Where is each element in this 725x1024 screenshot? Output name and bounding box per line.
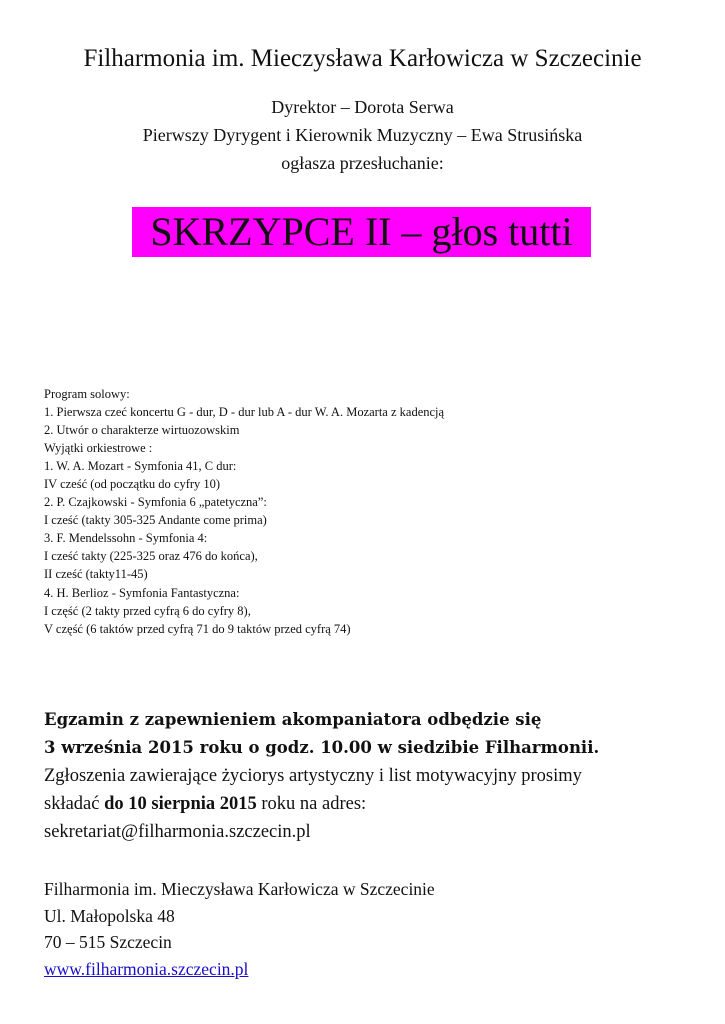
- program-line: II cześć (takty11-45): [44, 567, 148, 582]
- exam-line-4: [44, 790, 704, 818]
- program-line: Wyjątki orkiestrowe :: [44, 441, 153, 456]
- exam-line-1: Egzamin z zapewnieniem akompaniatora odbędzie się: [44, 710, 542, 729]
- exam-line-3: Zgłoszenia zawierające życiorys artystyczny i list motywacyjny prosimy: [44, 766, 582, 786]
- program-line: IV cześć (od początku do cyfry 10): [44, 477, 221, 492]
- address-name: Filharmonia im. Mieczysława Karłowicza w Szczecinie: [44, 879, 435, 899]
- program-line: 3. F. Mendelssohn - Symfonia 4:: [44, 531, 208, 546]
- program-line: Program solowy:: [44, 387, 130, 401]
- program-line: 4. H. Berlioz - Symfonia Fantastyczna:: [44, 585, 240, 600]
- website-link[interactable]: www.filharmonia.szczecin.pl: [44, 958, 249, 979]
- deadline-date: do 10 sierpnia 2015: [104, 794, 257, 814]
- contact-email: sekretariat@filharmonia.szczecin.pl: [44, 822, 311, 842]
- program-line: I część (2 takty przed cyfrą 6 do cyfry 8),: [44, 603, 251, 618]
- program-line: 2. P. Czajkowski - Symfonia 6 „patetyczna”:: [44, 495, 267, 510]
- program-list: [44, 385, 684, 638]
- exam-line-2: 3 września 2015 roku o godz. 10.00 w siedzibie Filharmonii.: [44, 738, 600, 757]
- director-line: Dyrektor – Dorota Serwa: [271, 97, 454, 117]
- exam-line-4-pre: składać: [44, 794, 105, 814]
- exam-line-4-post: roku na adres:: [256, 794, 367, 814]
- address-block: [44, 876, 684, 982]
- position-banner: SKRZYPCE II – głos tutti: [132, 207, 591, 257]
- exam-info: [44, 706, 704, 846]
- program-line: 2. Utwór o charakterze wirtuozowskim: [44, 423, 240, 438]
- program-line: 1. W. A. Mozart - Symfonia 41, C dur:: [44, 459, 237, 474]
- program-line: I cześć (takty 305-325 Andante come prima): [44, 513, 267, 528]
- program-line: 1. Pierwsza czeć koncertu G - dur, D - dur lub A - dur W. A. Mozarta z kadencją: [44, 405, 445, 420]
- page-title: Filharmonia im. Mieczysława Karłowicza w Szczecinie: [83, 45, 642, 72]
- conductor-line: Pierwszy Dyrygent i Kierownik Muzyczny – Ewa Strusińska: [142, 125, 583, 145]
- address-street: Ul. Małopolska 48: [44, 905, 175, 926]
- program-line: V część (6 taktów przed cyfrą 71 do 9 taktów przed cyfrą 74): [44, 621, 351, 636]
- program-line: I cześć takty (225-325 oraz 476 do końca),: [44, 549, 258, 564]
- address-city: 70 – 515 Szczecin: [44, 932, 172, 952]
- announcement-line: ogłasza przesłuchanie:: [281, 153, 444, 173]
